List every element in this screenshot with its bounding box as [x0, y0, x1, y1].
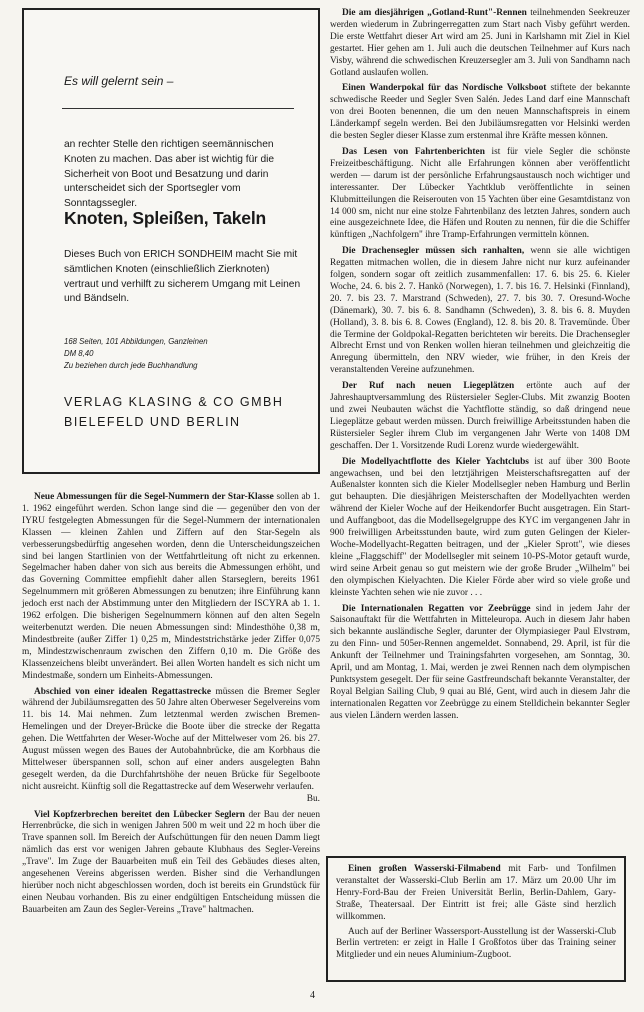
ad-price: DM 8,40 — [64, 349, 94, 359]
article-star-class — [22, 492, 320, 683]
article-body: teilnehmenden Seekreuzer werden wiederum in Zubringerregatten zum Start nach Visby geführt werden. Die erste Wettfahrt dieser Art wird am 25. Juni in Karlshamn mit Ziel in Kiel gestartet. Hier gehen am 1. Juli auch die deutschen Teilnehmer auf Kurs nach Visby, während die schwedischen Kreuzersegler am 3. Juli von Sandhamn nach Gotland auslaufen wollen. — [330, 8, 630, 78]
notice-filmabend — [336, 864, 616, 924]
ad-publisher-name: VERLAG KLASING & CO GMBH — [64, 395, 284, 409]
notice-body: Auch auf der Berliner Wassersport-Ausstellung ist der Wasserski-Club Berlin vertreten: er zeigt in Halle I Großfotos über das Training seiner Mitglieder und ein neues Aluminium-Zugboot. — [336, 926, 616, 961]
ad-description: Dieses Buch von ERICH SONDHEIM macht Sie mit sämtlichen Knoten (einschließlich Zierknoten) vertraut und verhilft zu sicherem Umgang mit Leinen und Bändseln. — [64, 249, 301, 305]
article-liegeplaetze — [330, 381, 630, 452]
article-volksboot — [330, 83, 630, 143]
article-heading: Die Modellyachtflotte des Kieler Yachtclubs — [342, 456, 529, 467]
article-heading: Viel Kopfzerbrechen bereitet den Lübecker Seglern — [34, 809, 245, 820]
article-heading: Die Drachensegler müssen sich ranhalten, — [342, 246, 525, 257]
article-body: stiftete der bekannte schwedische Reeder und Segler Sven Salén. Jedes Land darf eine Mannschaft von drei Booten benennen, die um den neuen Mannschaftspreis in einem Länderkampf segeln werden. Bei den Jubiläumsregatten vor Helsinki werden die besten Segler dieser Klasse zum erstenmal ihre Kräfte messen können. — [330, 83, 630, 142]
book-advertisement — [22, 8, 320, 474]
article-signature: Bu. — [306, 793, 320, 804]
ad-book-title: Knoten, Spleißen, Takeln — [64, 208, 266, 228]
ad-intro-text: an rechter Stelle den richtigen seemännischen Knoten zu machen. Das aber ist wichtig für die Sicherheit von Boot und Besatzung und darin unterscheidet sich der Sportsegler vom Sonntagssegler. — [64, 139, 275, 210]
article-body: sollen ab 1. 1. 1962 eingeführt werden. Schon lange sind die — gegenüber den von der IYRU festgelegten Abmessungen für die Segel-Nummern der internationalen Klassen — kleinen Zahlen und Ziffern auf den Star-Segeln als verbesserungsbedürftig angesehen worden, denn die Unterscheidungszeichen sind bei langen Startlinien von der Wettfahrtleitung oft nicht zu erkennen. Segelmacher haben daher von sich aus bereits die Abmessungen erhöht, und das Governing Committee empfiehlt daher allen Starseglern, bereits 1961 Segelnummern mit größeren Abmessungen zu benutzen; ihre Einführung kann jedoch erst nach der Abstimmung unter den Mitgliedern der ISCYRA ab 1. 1. 1962 erfolgen. Die bisherigen Segelnummern können auf den alten Segeln weiterbenutzt werden. Die neuen Abmessungen sind: Mindesthöhe 0,38 m, Mindestbreite (außer Ziffer 1) 0,25 m, Mindeststrichstärke jeder Ziffer 0,075 m, Mindestzwischenraum zwischen den Ziffern 0,10 m. Die Größe des Klassenzeichens bleibt unverändert. Bei allen Worten handelt es sich nicht um Mindestmaße, sondern um Einheits-Abmessungen. — [22, 492, 320, 681]
article-body: sind in jedem Jahr der Saisonauftakt für die Wettfahrten in Mitteleuropa. Auch in diesem Jahr haben sich bekannte ausländische Segler, darunter der Olympiasieger Paul Elvstrøm, zu den Finn- und 505er-Rennen angemeldet. Sonnabend, 29. April, ist für die Ankunft der Teilnehmer und Trainingsfahrten vorgesehen, am Sonntag, 30. April, und am Montag, 1. Mai, werden je zwei Rennen nach dem olympischen Punktsystem gesegelt. Der für seine Gastfreundschaft bekannte Veranstalter, der Royal Belgian Sailing Club, 9 quai au Blé, Gent, wird auch in diesem Jahr die internationalen Regatten vor Zeebrügge zu einem Stelldichein bekannter Segler aus vielen Ländern werden lassen. — [330, 603, 630, 721]
article-heading: Abschied von einer idealen Regattastrecke — [34, 686, 212, 697]
article-body: der Bau der neuen Herrenbrücke, die sich in wenigen Jahren 500 m weit und 22 m hoch über die Trave spannen soll. Im Bereich der Aufschüttungen für den neuen Damm liegt nämlich das erst vor wenigen Jahren gebaute Klubhaus des Segler-Vereins „Trave". Im Zuge der Bauarbeiten muß ein Teil des Gebäudes dieses alten, angesehenen Vereins abgerissen werden. Bisher sind die Verhandlungen hierüber noch nicht abgeschlossen worden, doch ist bereits ein Grundstück für einen Neubau vorhanden. Bis zu einer endgültigen Entscheidung müssen die Bauarbeiten am Zaun des Segler-Vereins „Trave" haltmachen. — [22, 809, 320, 915]
article-modellyacht — [330, 457, 630, 600]
right-column — [330, 8, 630, 727]
article-fahrtenberichte — [330, 147, 630, 242]
page-number: 4 — [310, 990, 315, 1001]
article-heading: Die Internationalen Regatten vor Zeebrügge — [342, 603, 531, 614]
article-zeebruegge — [330, 604, 630, 723]
ad-availability: Zu beziehen durch jede Buchhandlung — [64, 361, 198, 371]
article-body: müssen die Bremer Segler während der Jubiläumsregatten des 50 Jahre alten Oberweser Segelvereins vom 11. bis 14. Mai nehmen. Zum letztenmal werden zwischen Bremen-Hemelingen und der Dreyer-Brücke die Boote über die strecke der Regatta gehen. Die Wettfahrten der Weser-Woche auf der Mittelweser vom 26. bis 27. August müssen wegen des Baues der Autobahnbrücke, die am Korbhaus die Mittelweser überspannen soll, schon auf einer anders ausgelegten Bahn gesegelt werden, da die Durchfahrtshöhe der neuen Brücke für Segelboote nicht ausreicht. Künftig soll die Regattastrecke auf dem Weserwehr verlaufen. — [22, 686, 320, 792]
ad-tagline: Es will gelernt sein – — [64, 74, 174, 88]
article-regatta-course — [22, 687, 320, 806]
article-gotland — [330, 8, 630, 79]
article-body: wenn sie alle wichtigen Regatten mitmachen wollen, die in diesem Jahre nicht nur kurz aufeinander folgen, sondern sogar oft zeitlich zusammenfallen: 17. 6. bis 25. 6. Kieler Woche, 24. 6. bis 2. 7. Hankö (Norwegen), 1. 7. bis 16. 7. Helsinki (Finnland), 20. 7. bis 23. 7. Marstrand (Schweden), 27. 7. bis 30. 7. Oresund-Woche (Dänemark), 30. 7. bis 6. 8. Sandhamn (Schweden), 3. 8. bis 6. 8. Muyden (Holland), 3. 8. bis 6. 8. Cowes (England), 12. 8. bis 20. 8. Travemünde. Über die Termine der Goldpokal-Regatten berichteten wir bereits. Die Drachensegler Albrecht Ernst und von Renken wollen hieran teilnehmen und gleichzeitig die Anregung übermitteln, den NRV wieder, wie früher, in den Kreis der veranstaltenden Vereine aufzunehmen. — [330, 246, 630, 376]
notice-heading: Einen großen Wasserski-Filmabend — [348, 864, 501, 874]
article-heading: Einen Wanderpokal für das Nordische Volksboot — [342, 83, 547, 94]
ad-publisher — [64, 392, 283, 432]
article-body: ist für viele Segler die schönste Freizeitbeschäftigung. Nicht alle Erfahrungen können aber veröffentlicht werden — darum ist der persönliche Erfahrungsaustausch noch wichtiger und interessanter. Der Lübecker Yachtklub veröffentlichte in seinen Klubmitteilungen die Reiserouten von 15 Yachten über eine Gesamtdistanz von 14 000 sm, nicht nur eine stolze Fahrtenbilanz des letzten Jahres, sondern auch eine ausgezeichnete Idee, die Häfen und Routen zu nennen, für die die Schiffer künftigen „Nachfolgern" ihre Tramp-Erfahrungen vermitteln können. — [330, 146, 630, 241]
ad-pages-info: 168 Seiten, 101 Abbildungen, Ganzleinen — [64, 337, 208, 346]
notice-ausstellung — [336, 927, 616, 963]
ad-book-details — [64, 336, 208, 372]
article-luebeck — [22, 810, 320, 917]
article-heading: Neue Abmessungen für die Segel-Nummern der Star-Klasse — [34, 492, 274, 502]
article-heading: Das Lesen von Fahrtenberichten — [342, 146, 485, 157]
ad-publisher-city: BIELEFELD UND BERLIN — [64, 415, 241, 429]
article-body: ertönte auch auf der Jahreshauptversammlung des Rüstersieler Segler-Clubs. Mit zwanzig Booten und zwei Neubauten wächst die Yachtflotte ständig, so daß dringend neue Liegeplätze gebaut werden müssen. Durch freiwillige Arbeitsstunden haben die Rüstersieler Segler ihrem Club im vergangenen Jahr Werte von 1408 DM geschaffen. Der 1. Vorsitzende Rudi Lorenz wurde wiedergewählt. — [330, 381, 630, 451]
left-column — [22, 492, 320, 921]
ad-divider — [62, 108, 294, 109]
wasserski-notice-box — [326, 856, 626, 982]
article-heading: Der Ruf nach neuen Liegeplätzen — [342, 381, 515, 392]
article-heading: Die am diesjährigen „Gotland-Runt"-Rennen — [342, 8, 527, 18]
article-body: ist auf über 300 Boote angewachsen, und bei den letztjährigen Meisterschaftsregatten auf der Außenalster konnten sich die Kieler Modellsegler neben Hamburg und Berlin gut behaupten. Die diesjährigen Meisterschaften der Modellyachten werden während der Kieler Woche auf der Heikendorfer Bucht ausgetragen. Ein Start- und Auffangboot, das die Modellsegelgruppe des KYC im vergangenen Jahr in 900 freiwilligen Arbeitsstunden baute, wird zum guten Gelingen der Kieler-Woche-Modellyacht-Regatten beitragen, und der „Kieler Sprott", wie dieses kleine „Flaggschiff" der Modellsegler mit seinem 10-PS-Motor getauft wurde, wird seine Arbeit genau so gut meistern wie der große Bruder „Wilhelm" bei den olympischen Kielyachten. Die Kieler Förde aber wird so viele große und kleinste Yachten sehen wie nie zuvor . . . — [330, 456, 631, 598]
notice-body: mit Farb- und Tonfilmen veranstaltet der Wasserski-Club Berlin am 17. März um 20.00 Uhr im Henry-Ford-Bau der Freien Universität Berlin, Berlin-Dahlem, Gary-Straße, Theatersaal. Der Eintritt ist frei; alle Gäste sind herzlich willkommen. — [336, 864, 616, 922]
article-drachensegler — [330, 246, 630, 377]
